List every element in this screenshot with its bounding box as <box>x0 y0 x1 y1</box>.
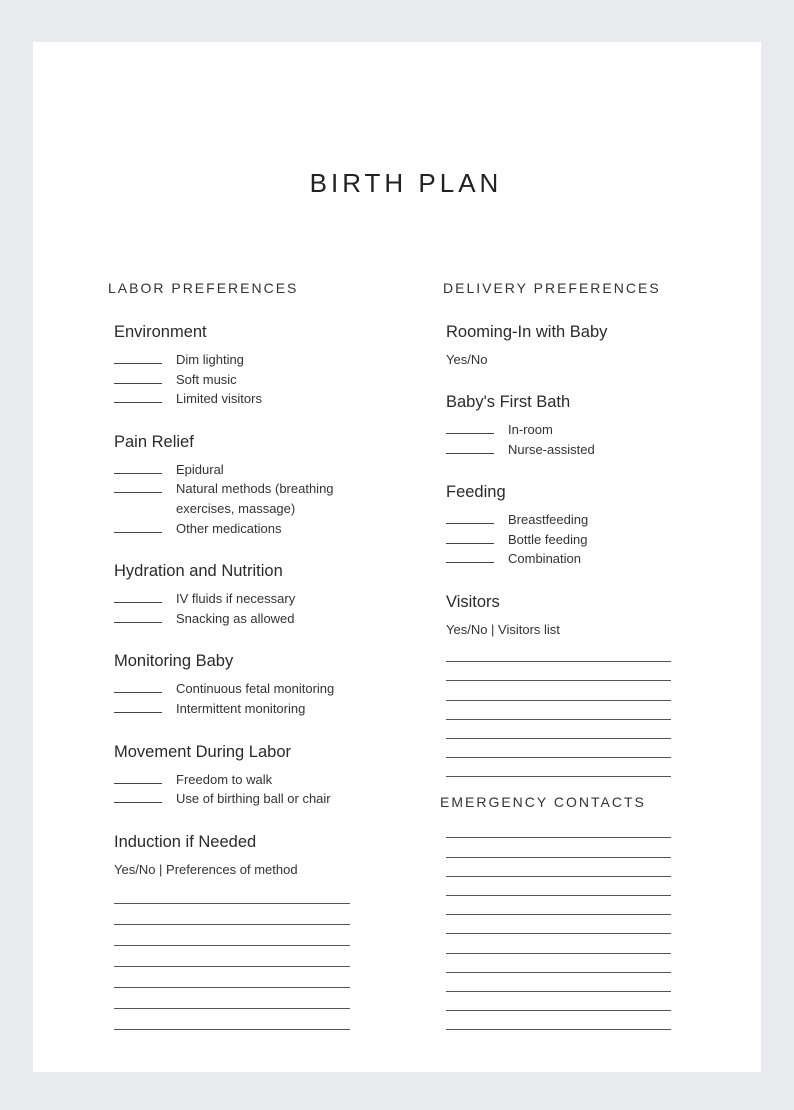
writing-line[interactable] <box>114 967 350 988</box>
group-title: Movement During Labor <box>114 742 292 761</box>
visitors-note: Yes/No | Visitors list <box>446 621 560 637</box>
writing-line[interactable] <box>446 662 671 681</box>
movement-during-labor-group <box>108 741 378 809</box>
emergency-writing-lines <box>446 819 678 1030</box>
writing-line[interactable] <box>446 681 671 700</box>
induction-note: Yes/No | Preferences of method <box>114 861 298 877</box>
checklist-item <box>114 699 378 719</box>
writing-line[interactable] <box>446 934 671 953</box>
writing-line[interactable] <box>446 643 671 662</box>
writing-line[interactable] <box>114 946 350 967</box>
checklist-item <box>446 510 678 530</box>
checklist-item <box>114 609 378 629</box>
checklist-item <box>114 479 378 518</box>
blank-line[interactable] <box>446 510 494 524</box>
blank-line[interactable] <box>446 440 494 454</box>
birth-plan-page <box>33 42 761 1072</box>
induction-writing-lines <box>114 883 378 1030</box>
induction-group <box>108 831 378 1030</box>
writing-line[interactable] <box>446 973 671 992</box>
blank-line[interactable] <box>114 589 162 603</box>
group-title: Environment <box>114 323 207 341</box>
checklist-item <box>114 770 378 790</box>
checklist-item <box>446 549 678 569</box>
item-label: Limited visitors <box>176 391 262 407</box>
item-label: Soft music <box>176 371 237 387</box>
checklist-item <box>446 530 678 550</box>
writing-line[interactable] <box>114 883 350 904</box>
emergency-contacts-heading: EMERGENCY CONTACTS <box>440 794 646 811</box>
checklist-item <box>114 389 378 409</box>
writing-line[interactable] <box>446 758 671 777</box>
first-bath-group <box>443 391 678 459</box>
group-title: Baby's First Bath <box>446 393 571 411</box>
blank-line[interactable] <box>114 679 162 693</box>
writing-line[interactable] <box>114 988 350 1009</box>
group-title: Hydration and Nutrition <box>114 562 283 581</box>
group-title: Feeding <box>446 483 506 502</box>
hydration-nutrition-group <box>108 560 378 628</box>
item-label: Natural methods (breathing exercises, massage) <box>176 481 334 516</box>
writing-line[interactable] <box>114 904 350 925</box>
item-label: Other medications <box>176 520 282 536</box>
blank-line[interactable] <box>114 479 162 493</box>
rooming-note: Yes/No <box>446 352 488 367</box>
item-label: Continuous fetal monitoring <box>176 681 335 697</box>
writing-line[interactable] <box>446 1011 671 1030</box>
writing-line[interactable] <box>114 925 350 946</box>
delivery-preferences-heading: DELIVERY PREFERENCES <box>443 280 661 296</box>
labor-preferences-column <box>108 279 378 1030</box>
checklist-item <box>114 350 378 370</box>
item-label: IV fluids if necessary <box>176 591 296 607</box>
writing-line[interactable] <box>446 819 671 838</box>
checklist-item <box>446 440 678 460</box>
blank-line[interactable] <box>114 389 162 403</box>
blank-line[interactable] <box>114 350 162 364</box>
rooming-in-group <box>443 321 678 369</box>
blank-line[interactable] <box>114 370 162 384</box>
item-label: Dim lighting <box>176 352 244 367</box>
pain-relief-group <box>108 431 378 538</box>
checklist-item <box>114 679 378 699</box>
labor-preferences-heading: LABOR PREFERENCES <box>108 280 299 296</box>
blank-line[interactable] <box>114 699 162 713</box>
blank-line[interactable] <box>114 609 162 623</box>
writing-line[interactable] <box>446 858 671 877</box>
writing-line[interactable] <box>446 877 671 896</box>
item-label: Intermittent monitoring <box>176 700 306 716</box>
emergency-contacts-group <box>443 819 678 1030</box>
checklist-item <box>114 589 378 609</box>
group-title: Monitoring Baby <box>114 652 234 671</box>
blank-line[interactable] <box>114 770 162 784</box>
blank-line[interactable] <box>114 789 162 803</box>
item-label: Nurse-assisted <box>508 441 595 457</box>
checklist-item <box>114 460 378 480</box>
blank-line[interactable] <box>446 549 494 563</box>
environment-group <box>108 321 378 409</box>
page-title: BIRTH PLAN <box>309 168 503 198</box>
writing-line[interactable] <box>446 954 671 973</box>
item-label: In-room <box>508 422 553 437</box>
blank-line[interactable] <box>114 519 162 533</box>
checklist-item <box>114 789 378 809</box>
writing-line[interactable] <box>446 896 671 915</box>
monitoring-baby-group <box>108 650 378 718</box>
blank-line[interactable] <box>446 420 494 434</box>
group-title: Pain Relief <box>114 432 194 451</box>
writing-line[interactable] <box>446 701 671 720</box>
checklist-item <box>446 420 678 440</box>
blank-line[interactable] <box>114 460 162 474</box>
item-label: Breastfeeding <box>508 512 589 528</box>
item-label: Epidural <box>176 461 224 477</box>
delivery-preferences-column <box>440 279 678 1030</box>
item-label: Freedom to walk <box>176 771 273 787</box>
writing-line[interactable] <box>446 739 671 758</box>
writing-line[interactable] <box>446 720 671 739</box>
group-title: Visitors <box>446 592 500 611</box>
feeding-group <box>443 481 678 569</box>
writing-line[interactable] <box>446 992 671 1011</box>
visitors-writing-lines <box>446 643 678 777</box>
checklist-item <box>114 370 378 390</box>
item-label: Combination <box>508 551 581 567</box>
item-label: Use of birthing ball or chair <box>176 791 331 807</box>
blank-line[interactable] <box>446 530 494 544</box>
group-title: Induction if Needed <box>114 832 257 851</box>
item-label: Bottle feeding <box>508 531 588 547</box>
checklist-item <box>114 519 378 539</box>
writing-line[interactable] <box>114 1009 350 1030</box>
visitors-group <box>443 591 678 777</box>
writing-line[interactable] <box>446 915 671 934</box>
writing-line[interactable] <box>446 838 671 857</box>
item-label: Snacking as allowed <box>176 610 295 626</box>
group-title: Rooming-In with Baby <box>446 323 608 341</box>
